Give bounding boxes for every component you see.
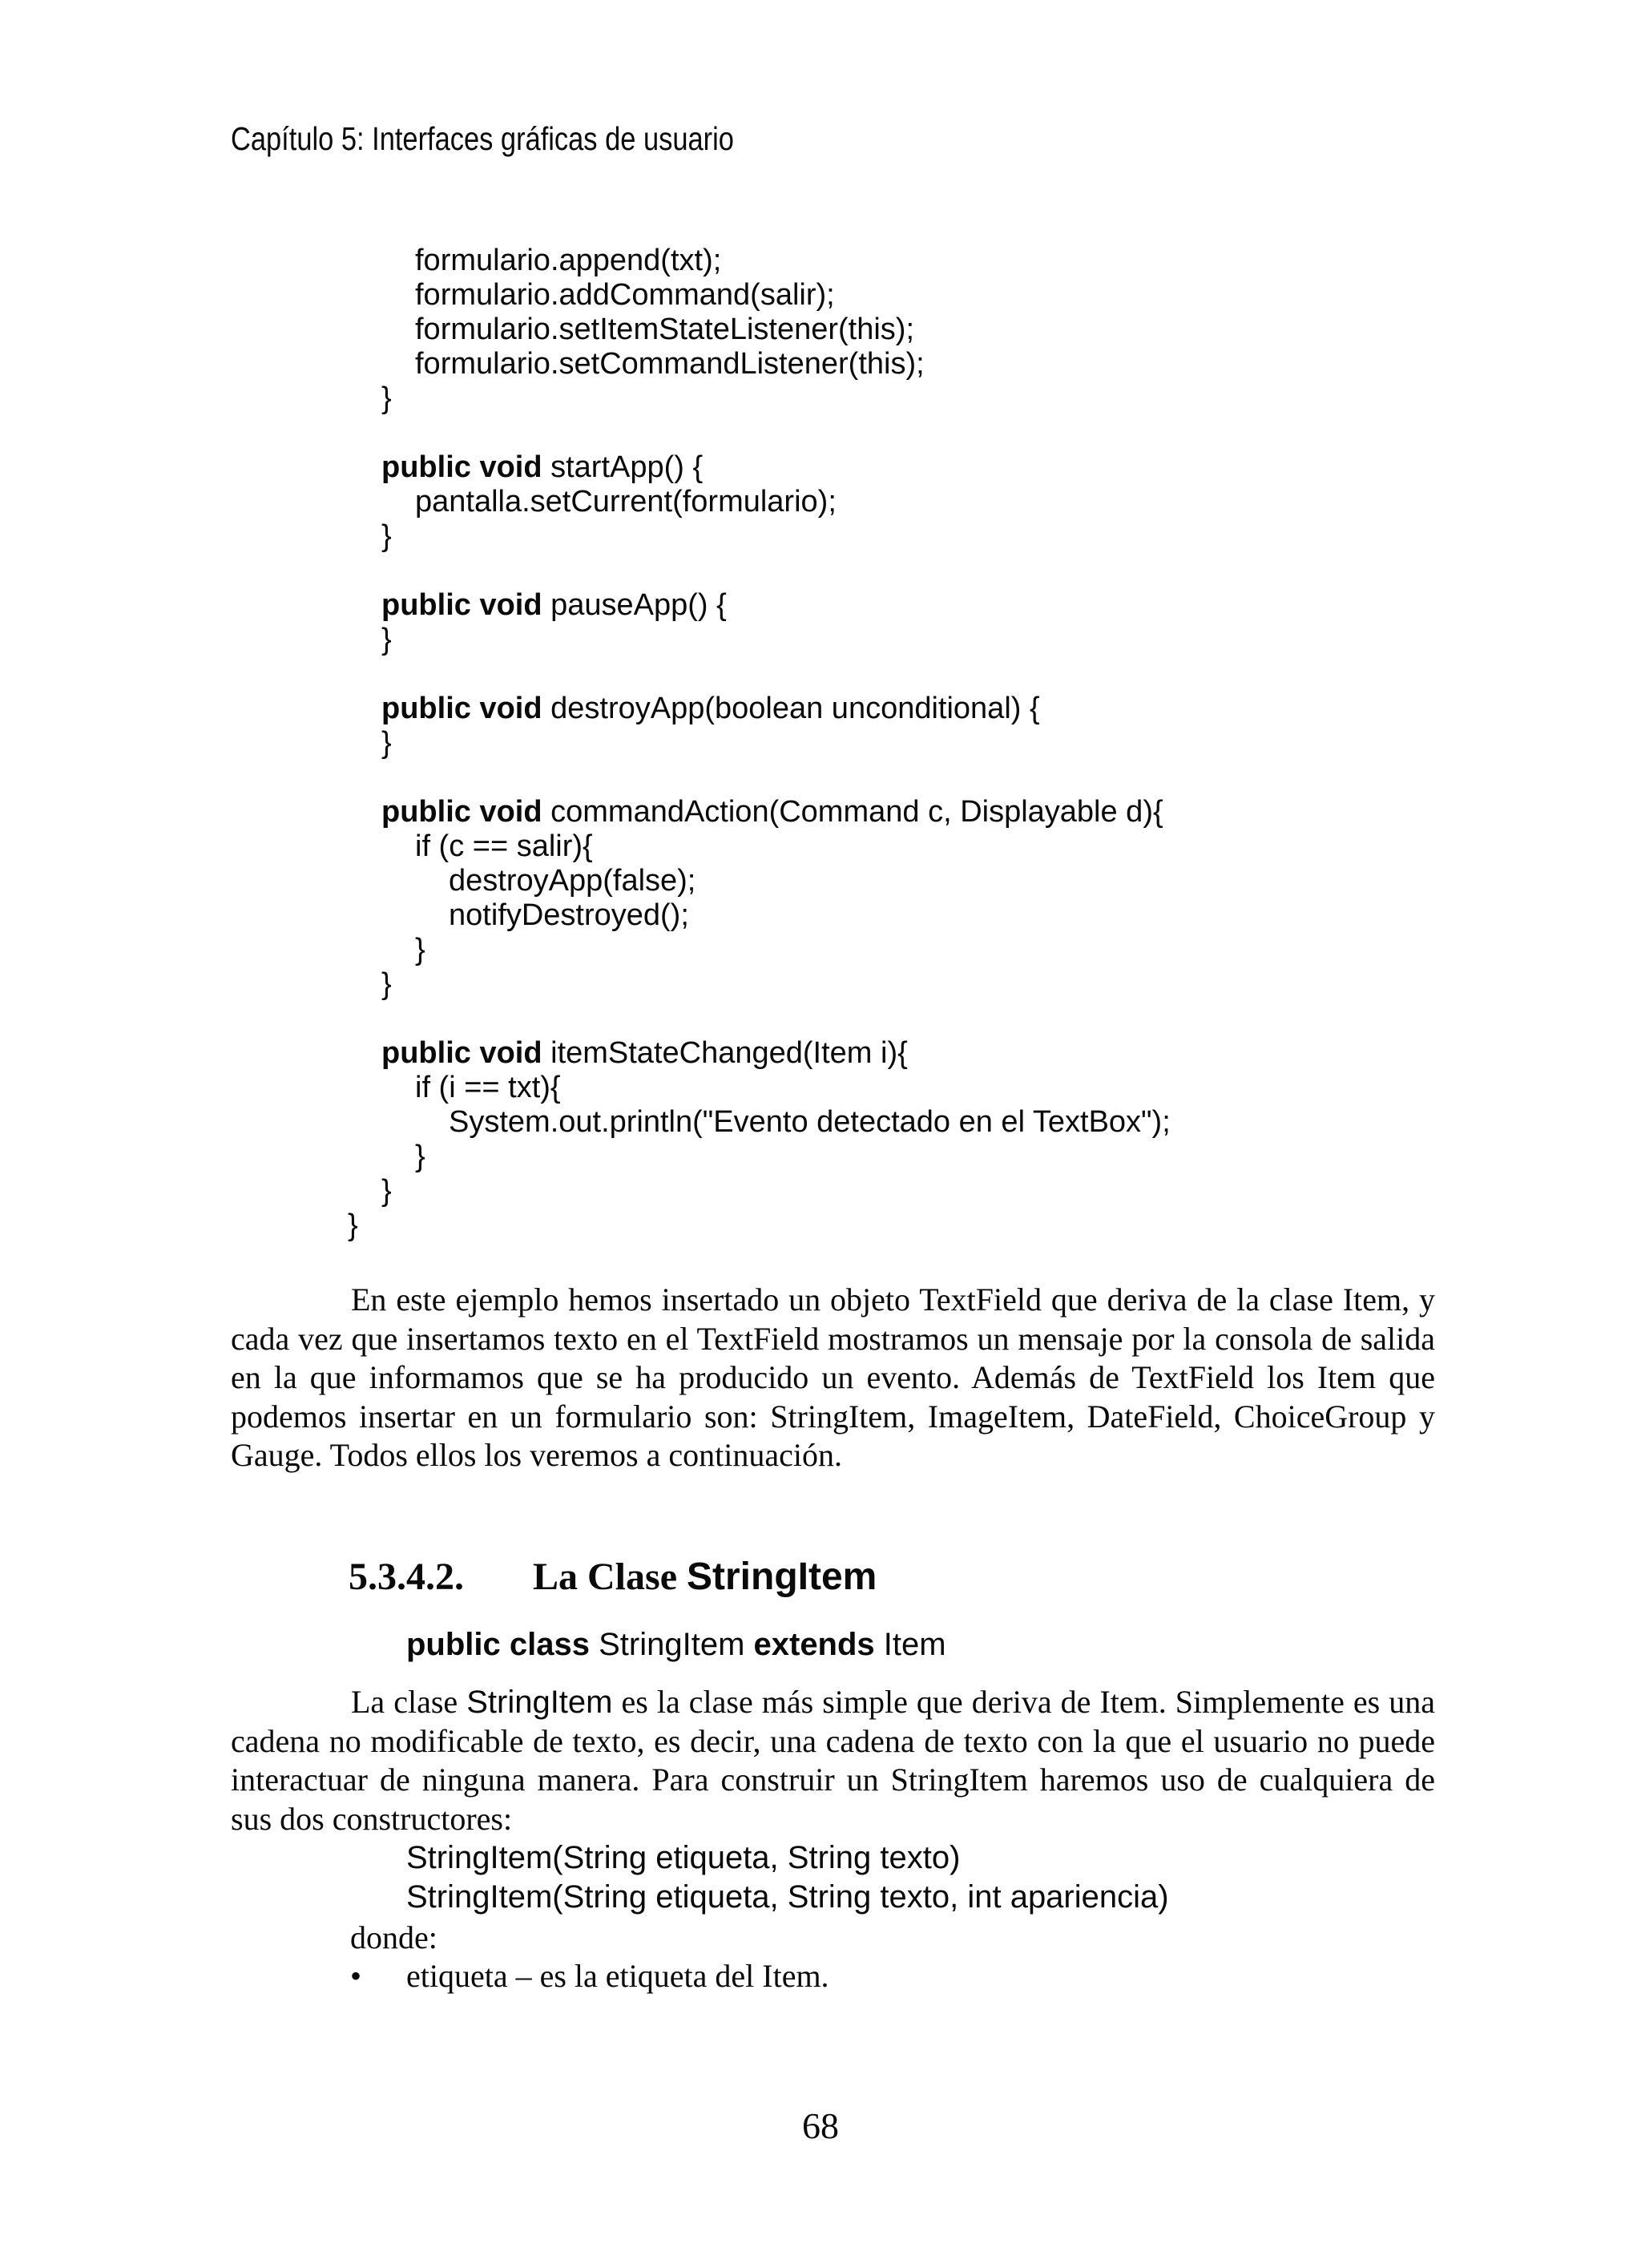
inline-code: StringItem [466,1685,613,1720]
code-line [381,452,703,482]
page-number: 68 [802,2105,839,2146]
code-line: } [381,519,392,553]
code-line: } [381,381,392,415]
code-text: startApp() { [542,450,704,484]
donde-label: donde: [350,1919,437,1955]
bullet-text: etiqueta – es la etiqueta del Item. [406,1958,829,1994]
code-line: pantalla.setCurrent(formulario); [415,485,837,519]
signature-keyword: public class [406,1627,590,1662]
code-line: } [381,1174,392,1208]
code-line: System.out.println("Evento detectado en el TextBox"); [449,1105,1171,1139]
paragraph-text: En este ejemplo hemos insertado un objeto TextField que deriva de la clase Item, y cada vez que insertamos texto en el TextField mostramos un mensaje por la consola de salida en la que informamos que se ha producido un evento. Además de TextField los Item que podemos insertar en un formulario son: StringItem, ImageItem, DateField, ChoiceGroup y Gauge. Todos ellos los veremos a continuación. [231,1281,1435,1473]
code-line: formulario.append(txt); [415,244,722,277]
paragraph-text-after: es la clase más simple que deriva de Item. Simplemente es una cadena no modificable de texto, es decir, una cadena de texto con la que el usuario no puede interactuar de ninguna manera. Para construir un StringItem haremos uso de cualquiera de sus dos constructores: [231,1684,1435,1837]
code-line: } [348,1209,358,1242]
code-line: } [381,623,392,656]
code-line: if (c == salir){ [415,829,593,863]
code-keyword: public void [381,1036,542,1070]
code-text: pauseApp() { [542,588,727,622]
paragraph-text-before: La clase [351,1684,467,1720]
code-line: } [415,1140,425,1173]
code-line [381,797,1163,827]
code-keyword: public void [381,795,542,829]
code-line: } [381,726,392,760]
section-number: 5.3.4.2. [349,1556,464,1598]
code-line: } [415,933,425,967]
code-line: formulario.setItemStateListener(this); [415,313,915,346]
code-keyword: public void [381,588,542,622]
bullet-icon: • [350,1958,362,1994]
code-line [381,1038,908,1068]
signature-keyword: extends [753,1627,875,1662]
constructor-signature: StringItem(String etiqueta, String texto, int apariencia) [406,1879,1169,1915]
code-text: itemStateChanged(Item i){ [542,1036,908,1070]
constructor-signature: StringItem(String etiqueta, String texto) [406,1840,961,1875]
code-text: destroyApp(boolean unconditional) { [542,692,1040,725]
class-signature [406,1627,946,1663]
code-line [381,590,727,620]
signature-parent: Item [874,1627,946,1662]
code-text: commandAction(Command c, Displayable d){ [542,795,1163,829]
signature-class-name: StringItem [589,1627,754,1662]
paragraph [231,1281,1435,1475]
bullet-item [350,1957,829,1995]
code-line: } [381,967,392,1001]
code-line: formulario.addCommand(salir); [415,278,835,312]
code-keyword: public void [381,692,542,725]
code-line: notifyDestroyed(); [449,898,689,932]
code-keyword: public void [381,450,542,484]
section-title-prefix: La Clase [533,1556,687,1598]
paragraph-text [231,1683,1435,1838]
running-header: Capítulo 5: Interfaces gráficas de usuario [231,120,734,157]
section-title-class: StringItem [687,1556,877,1598]
code-line: if (i == txt){ [415,1071,561,1104]
code-line: formulario.setCommandListener(this); [415,347,925,381]
section-heading [349,1555,877,1599]
paragraph [231,1683,1435,1838]
code-line [381,693,1040,724]
code-line: destroyApp(false); [449,864,696,898]
